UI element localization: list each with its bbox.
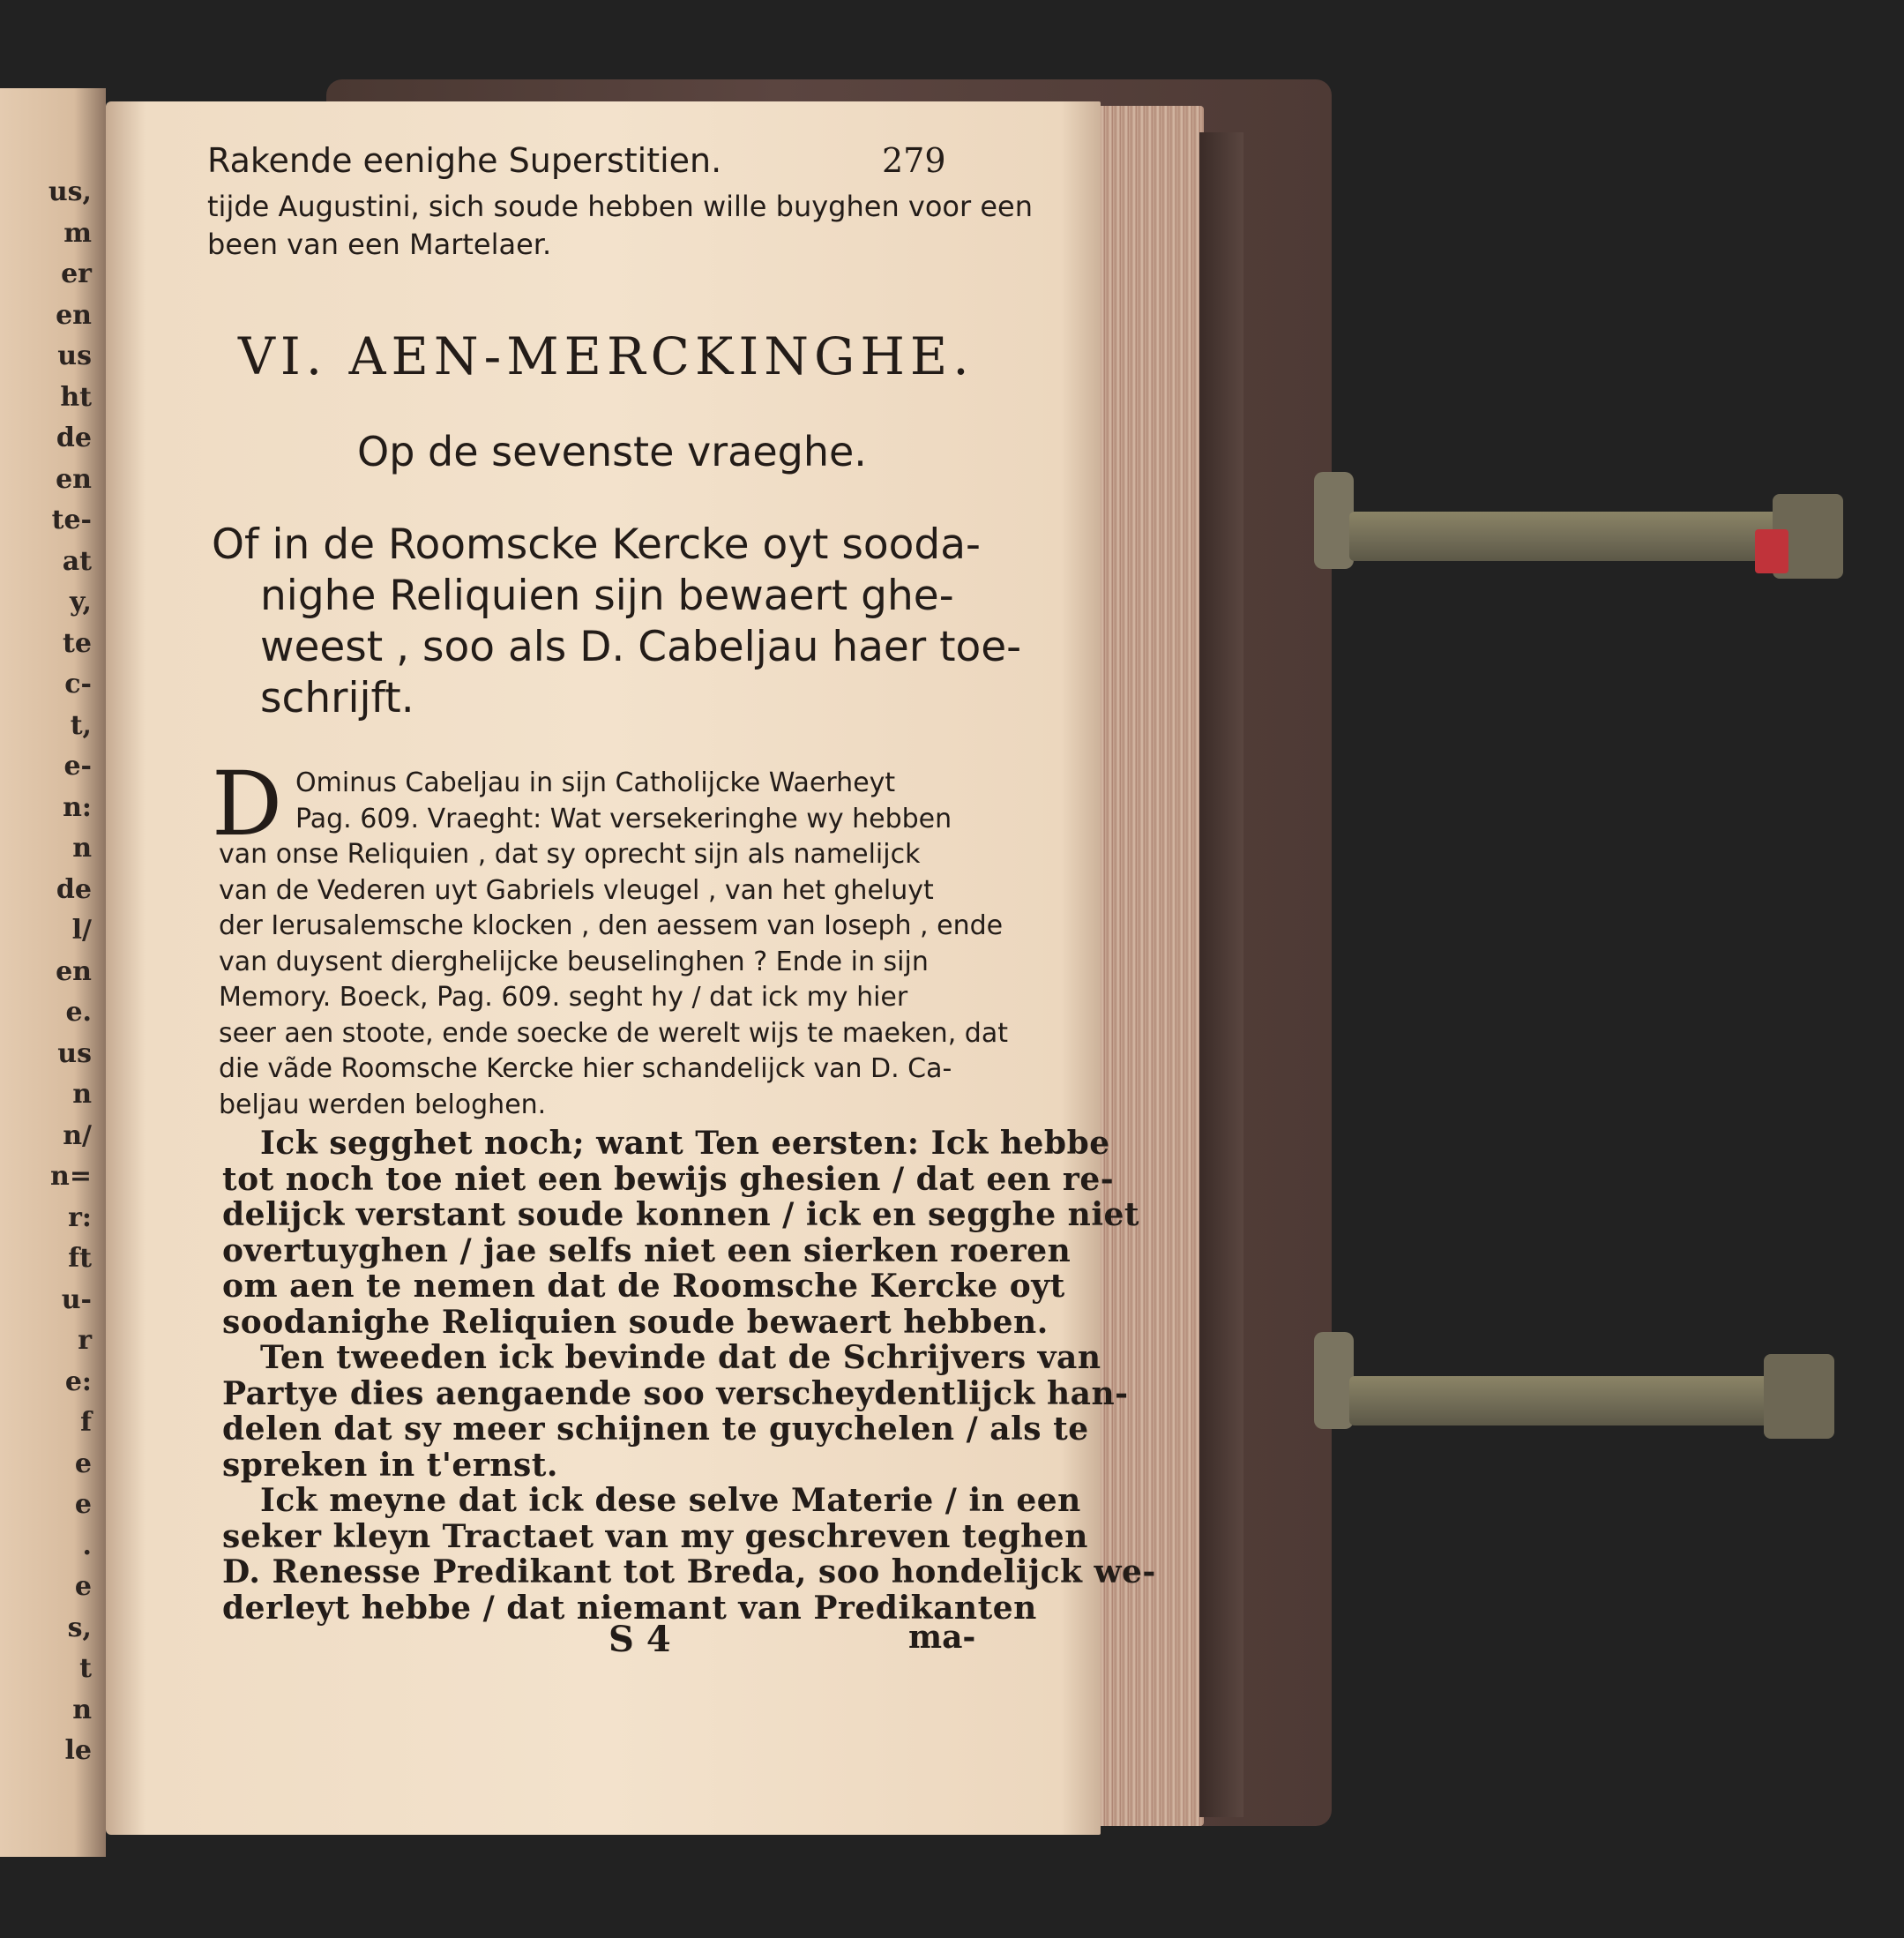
red-marker-tag <box>1755 529 1788 573</box>
body-line: Pag. 609. Vraeght: Wat versekeringhe wy hebben <box>295 803 952 834</box>
body-line-blackletter: om aen te nemen dat de Roomsche Kercke oyt <box>222 1268 1065 1305</box>
signature-mark: S 4 <box>609 1619 671 1660</box>
left-page-fragment: n <box>72 1079 92 1110</box>
left-page-fragment: at <box>62 545 92 577</box>
left-page-fragment: n= <box>50 1161 92 1192</box>
left-page-fragment: . <box>82 1530 92 1561</box>
body-line-blackletter: Partye dies aengaende soo verscheydentlijck han- <box>222 1374 1129 1412</box>
catchword: ma- <box>908 1619 976 1656</box>
body-line: Ominus Cabeljau in sijn Catholijcke Waerheyt <box>295 767 896 798</box>
upper-clasp-hinge <box>1314 472 1354 569</box>
left-page-fragment: de <box>56 873 92 905</box>
left-page-fragment: e: <box>64 1366 92 1397</box>
left-page <box>0 88 106 1857</box>
body-line-blackletter: spreken in t'ernst. <box>222 1446 558 1484</box>
question-line: Of in de Roomscke Kercke oyt sooda- <box>212 520 981 569</box>
question-line: schrijft. <box>260 674 414 722</box>
section-subtitle: Op de sevenste vraeghe. <box>357 428 867 475</box>
left-page-fragment: u- <box>61 1283 92 1315</box>
body-line-blackletter: overtuyghen / jae selfs niet een sierken roeren <box>222 1231 1071 1269</box>
left-page-fragment: en <box>56 463 92 495</box>
left-page-fragment: en <box>56 299 92 331</box>
left-page-fragment: f <box>80 1407 92 1438</box>
left-page-fragment: de <box>56 423 92 453</box>
left-page-fragment: y, <box>69 587 92 617</box>
body-line: die vãde Roomsche Kercke hier schandelijck van D. Ca- <box>219 1053 952 1084</box>
left-page-fragment: us, <box>48 176 92 207</box>
body-line: van onse Reliquien , dat sy oprecht sijn als namelijck <box>219 839 921 870</box>
upper-clasp <box>1349 512 1826 561</box>
body-line-blackletter: derleyt hebbe / dat niemant van Predikanten <box>222 1589 1037 1627</box>
left-page-fragment: l/ <box>71 915 92 946</box>
left-page-fragment: s, <box>67 1612 92 1643</box>
body-line-blackletter: delijck verstant soude konnen / ick en segghe niet <box>222 1196 1140 1233</box>
left-page-fragment: t <box>79 1653 92 1684</box>
left-page-fragment: te <box>63 627 92 659</box>
left-page-fragment: e <box>74 1448 92 1479</box>
left-page-fragment: us <box>57 1037 92 1069</box>
left-page-fragment: er <box>61 258 92 289</box>
left-page-fragment: m <box>63 217 92 249</box>
body-line-blackletter: seker kleyn Tractaet van my geschreven teghen <box>222 1517 1088 1555</box>
left-page-fragment: n/ <box>63 1119 92 1151</box>
left-page-fragment: n <box>72 1694 92 1725</box>
lower-clasp-hinge <box>1314 1332 1354 1429</box>
cover-board <box>1199 132 1243 1817</box>
body-line-blackletter: delen dat sy meer schijnen te guychelen / als te <box>222 1410 1089 1448</box>
left-page-fragment: t, <box>70 709 92 741</box>
lower-clasp-end <box>1764 1354 1834 1439</box>
body-line: seer aen stoote, ende soecke de werelt wijs te maeken, dat <box>219 1017 1008 1049</box>
left-page-fragment: te- <box>51 505 92 535</box>
question-line: weest , soo als D. Cabeljau haer toe- <box>260 623 1022 671</box>
left-page-fragment: n: <box>63 791 92 823</box>
left-page-fragment: us <box>57 340 92 371</box>
body-line: Memory. Boeck, Pag. 609. seght hy / dat ick my hier <box>219 982 908 1013</box>
left-page-fragment: en <box>56 955 92 987</box>
left-page-fragment: ft <box>68 1243 92 1274</box>
page-number: 279 <box>882 141 946 180</box>
body-line-blackletter: Ick segghet noch; want Ten eersten: Ick hebbe <box>260 1125 1110 1162</box>
body-line-blackletter: tot noch toe niet een bewijs ghesien / dat een re- <box>222 1160 1115 1198</box>
section-title: VI. AEN-MERCKINGHE. <box>238 326 974 386</box>
running-title: Rakende eenighe Superstitien. <box>207 141 722 180</box>
body-line-blackletter: Ten tweeden ick bevinde dat de Schrijvers van <box>260 1339 1101 1376</box>
body-line: der Ierusalemsche klocken , den aessem van Ioseph , ende <box>219 910 1004 941</box>
left-page-fragment: r: <box>68 1201 92 1233</box>
left-page-fragment: e- <box>63 751 92 782</box>
left-page-fragment: r <box>78 1325 92 1356</box>
body-line: beljau werden beloghen. <box>219 1089 547 1120</box>
body-line-blackletter: D. Renesse Predikant tot Breda, soo hondelijck we- <box>222 1553 1156 1590</box>
body-line: van de Vederen uyt Gabriels vleugel , van het gheluyt <box>219 874 934 906</box>
left-page-fragment: c- <box>64 669 92 700</box>
left-page-fragment: n <box>72 833 92 864</box>
left-page-fragment: ht <box>60 381 92 413</box>
body-line-blackletter: soodanighe Reliquien soude bewaert hebben. <box>222 1303 1049 1341</box>
intro-line: been van een Martelaer. <box>207 228 552 261</box>
body-line-blackletter: Ick meyne dat ick dese selve Materie / in een <box>260 1482 1081 1519</box>
question-line: nighe Reliquien sijn bewaert ghe- <box>260 572 954 620</box>
body-line: van duysent dierghelijcke beuselinghen ? Ende in sijn <box>219 946 929 977</box>
left-page-fragment: e <box>74 1489 92 1520</box>
intro-line: tijde Augustini, sich soude hebben wille buyghen voor een <box>207 190 1033 223</box>
left-page-fragment: e <box>74 1571 92 1602</box>
left-page-fragment: e. <box>65 997 92 1028</box>
lower-clasp <box>1349 1376 1826 1425</box>
left-page-fragment: le <box>64 1735 92 1766</box>
drop-capital: D <box>212 752 283 856</box>
